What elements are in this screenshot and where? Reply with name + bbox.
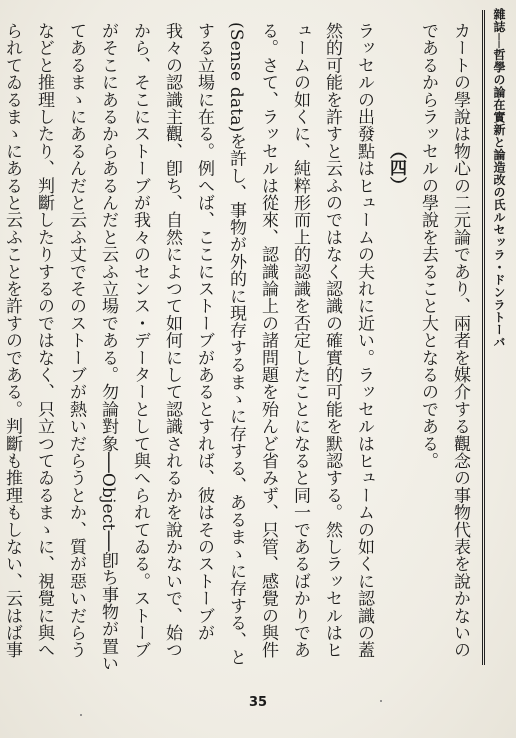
paper-speck xyxy=(380,700,382,702)
main-text xyxy=(2,22,476,672)
running-header: 雜誌──哲學の論在實新と論造改の氏ルセッラ・ドンラトーバ xyxy=(492,8,506,349)
paragraph-1: カートの學說は物心の二元論であり、兩者を媒介する觀念の事物代表を說かないのであるからラッセルの學說を去ること大となるのである。 xyxy=(418,22,470,659)
section-heading: （四） xyxy=(386,142,406,194)
header-rule-inner xyxy=(482,10,483,665)
paragraph-2: ラッセルの出發點はヒュームの夫れに近い。ラッセルはヒュームの如くに認識の蓋然的可能を許すと云ふのではなく認識の確實的可能を默認する。然しラッセルはヒュームの如くに、純粹形而上的認識を否定したことになると同一であるばかりである。さて、ラッセルは從來、認識論上の諸問題を殆んど省みず、只管、感覺の與件(Sense data)を許し、事物が外的に現存するまゝに存する、あるまゝに存する、とする立場に在る。例へば、ここにストーブがあるとすれば、彼はそのストーブが我々の認識主觀、卽ち、自然によつて如何にして認識されるかを說かないで、始つから、そこにストーブが我々のセンス・データーとして與へられてゐる。ストーブがそこにあるからあるんだと云ふ立場である。勿論對象──Object──卽ち事物が置いてあるまゝにあるんだと云ふ丈でそのストーブが熱いだらうとか、質が惡いだらうなどと推理したり、判斷したりするのではなく、只立つてゐるまゝに、視覺に與へられてゐるまゝにあると云ふことを許すのである。判斷も推理もしない、云はば事 xyxy=(2,22,374,672)
page-number: 35 xyxy=(248,695,268,710)
header-rule xyxy=(484,10,485,665)
paper-speck xyxy=(80,714,82,716)
